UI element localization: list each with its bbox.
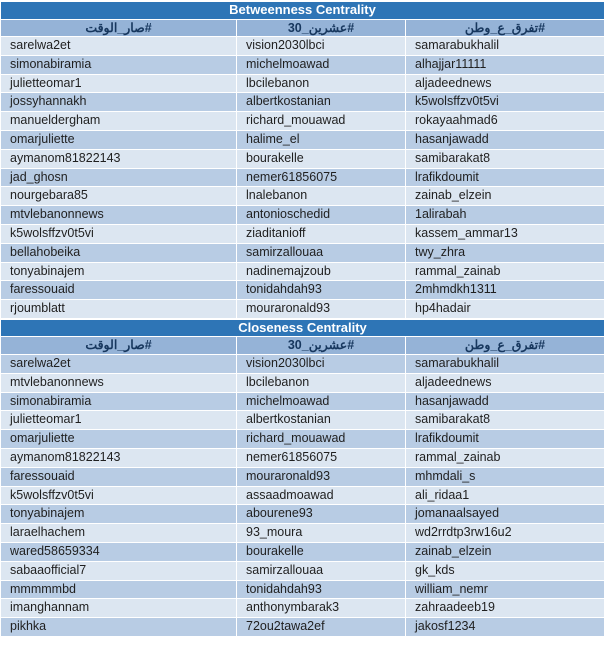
table-row [1,112,604,130]
table-row [1,244,604,262]
username-cell: vision2030lbci [237,355,405,373]
table-row [1,75,604,93]
table-row [1,411,604,429]
username-cell: julietteomar1 [1,75,236,93]
table-row [1,562,604,580]
username-cell: aymanom81822143 [1,150,236,168]
username-cell: gk_kds [406,562,604,580]
username-cell: hp4hadair [406,300,604,318]
username-cell: pikhka [1,618,236,636]
table-row [1,281,604,299]
username-cell: william_nemr [406,581,604,599]
username-cell: albertkostanian [237,411,405,429]
username-cell: lrafikdoumit [406,430,604,448]
username-cell: twy_zhra [406,244,604,262]
table-row [1,599,604,617]
username-cell: assaadmoawad [237,487,405,505]
betweenness-rows [1,37,604,318]
table-title: Closeness Centrality [1,320,604,337]
username-cell: julietteomar1 [1,411,236,429]
table-row [1,468,604,486]
username-cell: alhajjar11111 [406,56,604,74]
username-cell: bellahobeika [1,244,236,262]
username-cell: nemer61856075 [237,449,405,467]
username-cell: hasanjawadd [406,393,604,411]
username-cell: ziaditanioff [237,225,405,243]
table-row [1,225,604,243]
table-row [1,393,604,411]
username-cell: sabaaofficial7 [1,562,236,580]
username-cell: abourene93 [237,505,405,523]
column-header-hashtag-3eshrin-30: #عشرين_30 [237,20,405,37]
username-cell: 2mhmdkh1311 [406,281,604,299]
username-cell: lnalebanon [237,187,405,205]
table-title: Betweenness Centrality [1,2,604,19]
closeness-centrality-table [0,319,604,637]
table-row [1,449,604,467]
username-cell: 72ou2tawa2ef [237,618,405,636]
username-cell: michelmoawad [237,56,405,74]
table-row [1,169,604,187]
column-header-hashtag-sar-elwa2t: #صار_الوقت [1,337,236,354]
username-cell: simonabiramia [1,56,236,74]
table-row [1,263,604,281]
table-row [1,505,604,523]
closeness-rows [1,355,604,636]
username-cell: aljadeednews [406,75,604,93]
username-cell: lbcilebanon [237,374,405,392]
betweenness-centrality-table [0,1,604,319]
table-row [1,300,604,318]
username-cell: 93_moura [237,524,405,542]
username-cell: samibarakat8 [406,150,604,168]
username-cell: tonyabinajem [1,263,236,281]
username-cell: sarelwa2et [1,355,236,373]
table-row [1,487,604,505]
username-cell: mtvlebanonnews [1,206,236,224]
table-row [1,618,604,636]
username-cell: rjoumblatt [1,300,236,318]
username-cell: richard_mouawad [237,112,405,130]
username-cell: aymanom81822143 [1,449,236,467]
username-cell: rokayaahmad6 [406,112,604,130]
username-cell: richard_mouawad [237,430,405,448]
username-cell: mouraronald93 [237,468,405,486]
table-row [1,150,604,168]
username-cell: jakosf1234 [406,618,604,636]
username-cell: sarelwa2et [1,37,236,55]
username-cell: laraelhachem [1,524,236,542]
username-cell: rammal_zainab [406,449,604,467]
username-cell: mhmdali_s [406,468,604,486]
username-cell: wared58659334 [1,543,236,561]
username-cell: ali_ridaa1 [406,487,604,505]
username-cell: samarabukhalil [406,37,604,55]
username-cell: omarjuliette [1,430,236,448]
username-cell: samibarakat8 [406,411,604,429]
username-cell: 1alirabah [406,206,604,224]
username-cell: mmmmmbd [1,581,236,599]
username-cell: tonidahdah93 [237,281,405,299]
username-cell: tonidahdah93 [237,581,405,599]
table-row [1,581,604,599]
username-cell: antonioschedid [237,206,405,224]
username-cell: vision2030lbci [237,37,405,55]
username-cell: imanghannam [1,599,236,617]
username-cell: anthonymbarak3 [237,599,405,617]
username-cell: rammal_zainab [406,263,604,281]
username-cell: samirzallouaa [237,244,405,262]
table-row [1,56,604,74]
column-header-hashtag-tfara2-3a-watan: #تفرق_ع_وطن [406,20,604,37]
username-cell: zainab_elzein [406,543,604,561]
table-row [1,374,604,392]
username-cell: faressouaid [1,281,236,299]
username-cell: lbcilebanon [237,75,405,93]
table-title-row [1,2,604,19]
username-cell: lrafikdoumit [406,169,604,187]
username-cell: k5wolsffzv0t5vi [406,93,604,111]
username-cell: jossyhannakh [1,93,236,111]
username-cell: samarabukhalil [406,355,604,373]
table-row [1,93,604,111]
username-cell: michelmoawad [237,393,405,411]
table-row [1,37,604,55]
username-cell: zahraadeeb19 [406,599,604,617]
username-cell: k5wolsffzv0t5vi [1,225,236,243]
username-cell: tonyabinajem [1,505,236,523]
column-header-hashtag-tfara2-3a-watan: #تفرق_ع_وطن [406,337,604,354]
username-cell: halime_el [237,131,405,149]
table-row [1,355,604,373]
table-header-row [1,337,604,354]
username-cell: mouraronald93 [237,300,405,318]
username-cell: wd2rrdtp3rw16u2 [406,524,604,542]
table-row [1,187,604,205]
username-cell: k5wolsffzv0t5vi [1,487,236,505]
username-cell: kassem_ammar13 [406,225,604,243]
username-cell: hasanjawadd [406,131,604,149]
username-cell: manueldergham [1,112,236,130]
table-header-row [1,20,604,37]
username-cell: samirzallouaa [237,562,405,580]
username-cell: bourakelle [237,543,405,561]
column-header-hashtag-3eshrin-30: #عشرين_30 [237,337,405,354]
table-row [1,206,604,224]
username-cell: nourgebara85 [1,187,236,205]
username-cell: zainab_elzein [406,187,604,205]
table-row [1,524,604,542]
username-cell: omarjuliette [1,131,236,149]
table-title-row [1,320,604,337]
username-cell: mtvlebanonnews [1,374,236,392]
table-row [1,430,604,448]
username-cell: albertkostanian [237,93,405,111]
username-cell: jomanaalsayed [406,505,604,523]
username-cell: jad_ghosn [1,169,236,187]
username-cell: bourakelle [237,150,405,168]
table-row [1,543,604,561]
username-cell: simonabiramia [1,393,236,411]
username-cell: aljadeednews [406,374,604,392]
username-cell: faressouaid [1,468,236,486]
column-header-hashtag-sar-elwa2t: #صار_الوقت [1,20,236,37]
table-row [1,131,604,149]
username-cell: nadinemajzoub [237,263,405,281]
username-cell: nemer61856075 [237,169,405,187]
